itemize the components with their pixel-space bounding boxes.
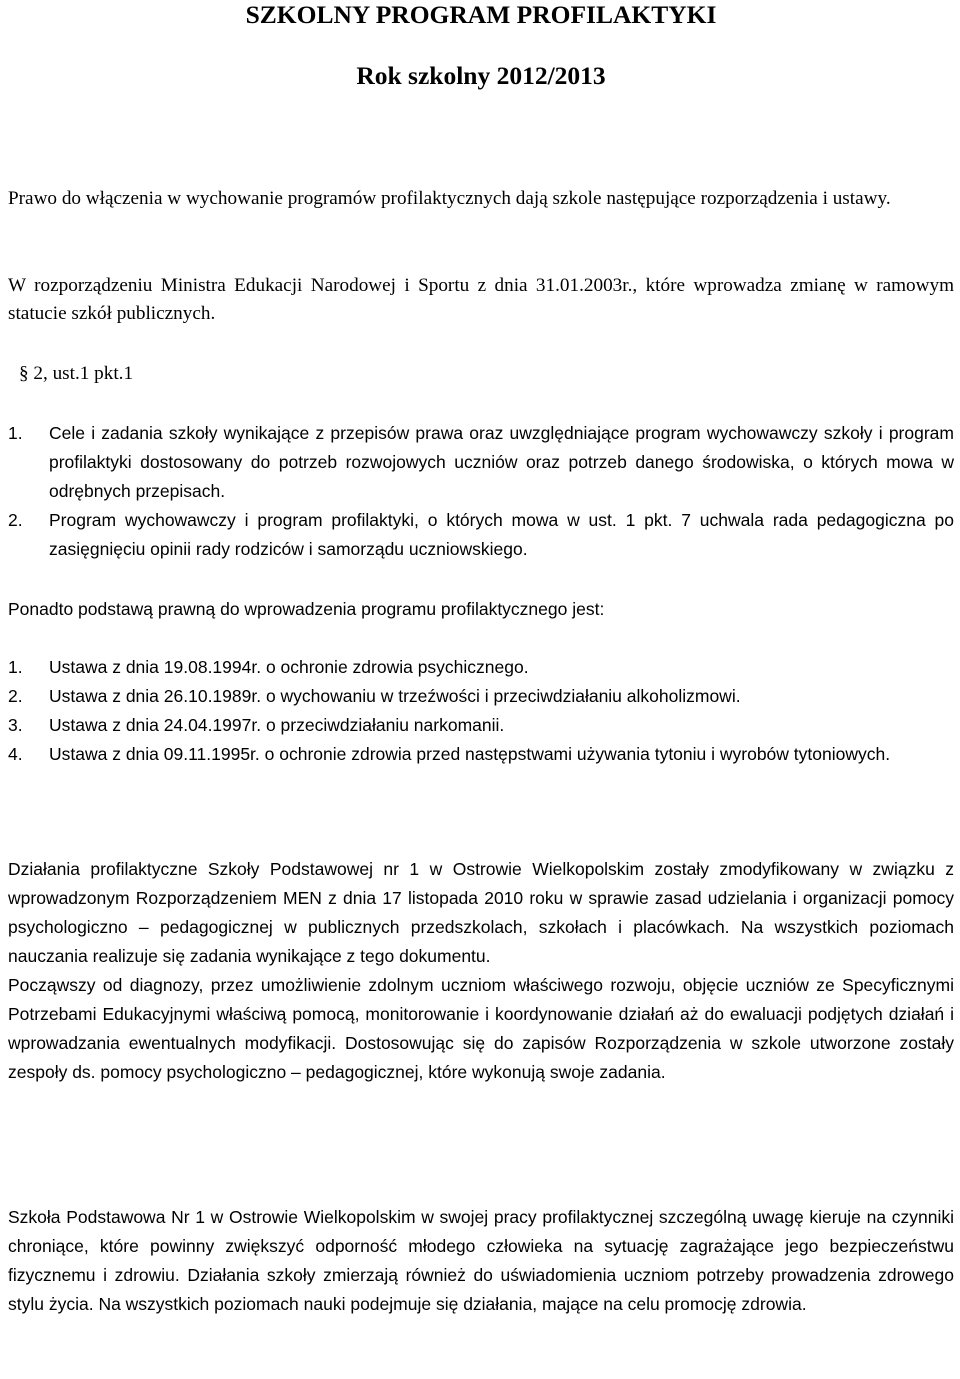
legal-basis-intro-block <box>8 595 954 623</box>
list-item-number: 1. <box>8 423 23 443</box>
actions-paragraph-block <box>8 855 954 1087</box>
list-item-number: 2. <box>8 686 23 706</box>
list-item-text: Cele i zadania szkoły wynikające z przepisów prawa oraz uwzględniające program wychowawczy szkoły i program profilaktyki dostosowany do potrzeb rozwojowych uczniów oraz potrzeb danego środowiska, o których mowa w odrębnych przepisach. <box>49 423 954 501</box>
list-item-text: Ustawa z dnia 19.08.1994r. o ochronie zdrowia psychicznego. <box>49 657 529 677</box>
list-item-text: Program wychowawczy i program profilaktyki, o których mowa w ust. 1 pkt. 7 uchwala rada pedagogiczna po zasięgnięciu opinii rady rodziców i samorządu uczniowskiego. <box>49 510 954 559</box>
list-item <box>8 506 954 564</box>
paragraph-reference: § 2, ust.1 pkt.1 <box>19 363 134 384</box>
list-item <box>8 682 954 711</box>
list-item <box>8 711 954 740</box>
list-item-number: 2. <box>8 510 23 530</box>
diagnosis-paragraph: Począwszy od diagnozy, przez umożliwienie zdolnym uczniom właściwego rozwoju, objęcie uczniów ze Specyficznymi Potrzebami Edukacyjnymi właściwą pomocą, monitorowanie i koordynowanie działań aż do ewaluacji podjętych działań i wprowadzania ewentualnych modyfikacji. Dostosowując się do zapisów Rozporządzenia w szkole utworzone zostały zespoły ds. pomocy psychologiczno – pedagogicznej, które wykonują swoje zadania. <box>8 975 954 1082</box>
list-item-text: Ustawa z dnia 26.10.1989r. o wychowaniu w trzeźwości i przeciwdziałaniu alkoholizmowi. <box>49 686 741 706</box>
list-item-text: Ustawa z dnia 09.11.1995r. o ochronie zdrowia przed następstwami używania tytoniu i wyrobów tytoniowych. <box>49 744 891 764</box>
acts-list <box>8 653 954 769</box>
school-paragraph-block <box>8 1203 954 1319</box>
list-item-number: 3. <box>8 715 23 735</box>
list-item <box>8 740 954 769</box>
list-item-number: 4. <box>8 744 23 764</box>
document-title: SZKOLNY PROGRAM PROFILAKTYKI <box>245 0 717 29</box>
list-item <box>8 653 954 682</box>
actions-paragraph: Działania profilaktyczne Szkoły Podstawowej nr 1 w Ostrowie Wielkopolskim zostały zmodyfikowany w związku z wprowadzonym Rozporządzeniem MEN z dnia 17 listopada 2010 roku w sprawie zasad udzielania i organizacji pomocy psychologiczno – pedagogicznej w publicznych przedszkolach, szkołach i placówkach. Na wszystkich poziomach nauczania realizuje się zadania wynikające z tego dokumentu. <box>8 859 954 966</box>
intro-paragraph: Prawo do włączenia w wychowanie programów profilaktycznych dają szkole następujące rozporządzenia i ustawy. <box>8 188 891 209</box>
list-item-text: Ustawa z dnia 24.04.1997r. o przeciwdziałaniu narkomanii. <box>49 715 505 735</box>
list-item <box>8 419 954 506</box>
school-year-heading: Rok szkolny 2012/2013 <box>356 61 606 90</box>
regulation-paragraph-block <box>8 272 954 328</box>
paragraph-reference-block <box>8 360 954 388</box>
intro-paragraph-block <box>8 185 954 213</box>
legal-basis-intro: Ponadto podstawą prawną do wprowadzenia programu profilaktycznego jest: <box>8 599 605 619</box>
regulation-paragraph: W rozporządzeniu Ministra Edukacji Narodowej i Sportu z dnia 31.01.2003r., które wprowadza zmianę w ramowym statucie szkół publicznych. <box>8 275 954 324</box>
school-paragraph: Szkoła Podstawowa Nr 1 w Ostrowie Wielkopolskim w swojej pracy profilaktycznej szczególną uwagę kieruje na czynniki chroniące, które powinny zwiększyć odporność młodego człowieka na sytuację zagrażające jego bezpieczeństwu fizycznemu i zdrowiu. Działania szkoły zmierzają również do uświadomienia uczniom potrzeby prowadzenia zdrowego stylu życia. Na wszystkich poziomach nauki podejmuje się działania, mające na celu promocję zdrowia. <box>8 1207 954 1314</box>
list-item-number: 1. <box>8 657 23 677</box>
points-list <box>8 419 954 564</box>
